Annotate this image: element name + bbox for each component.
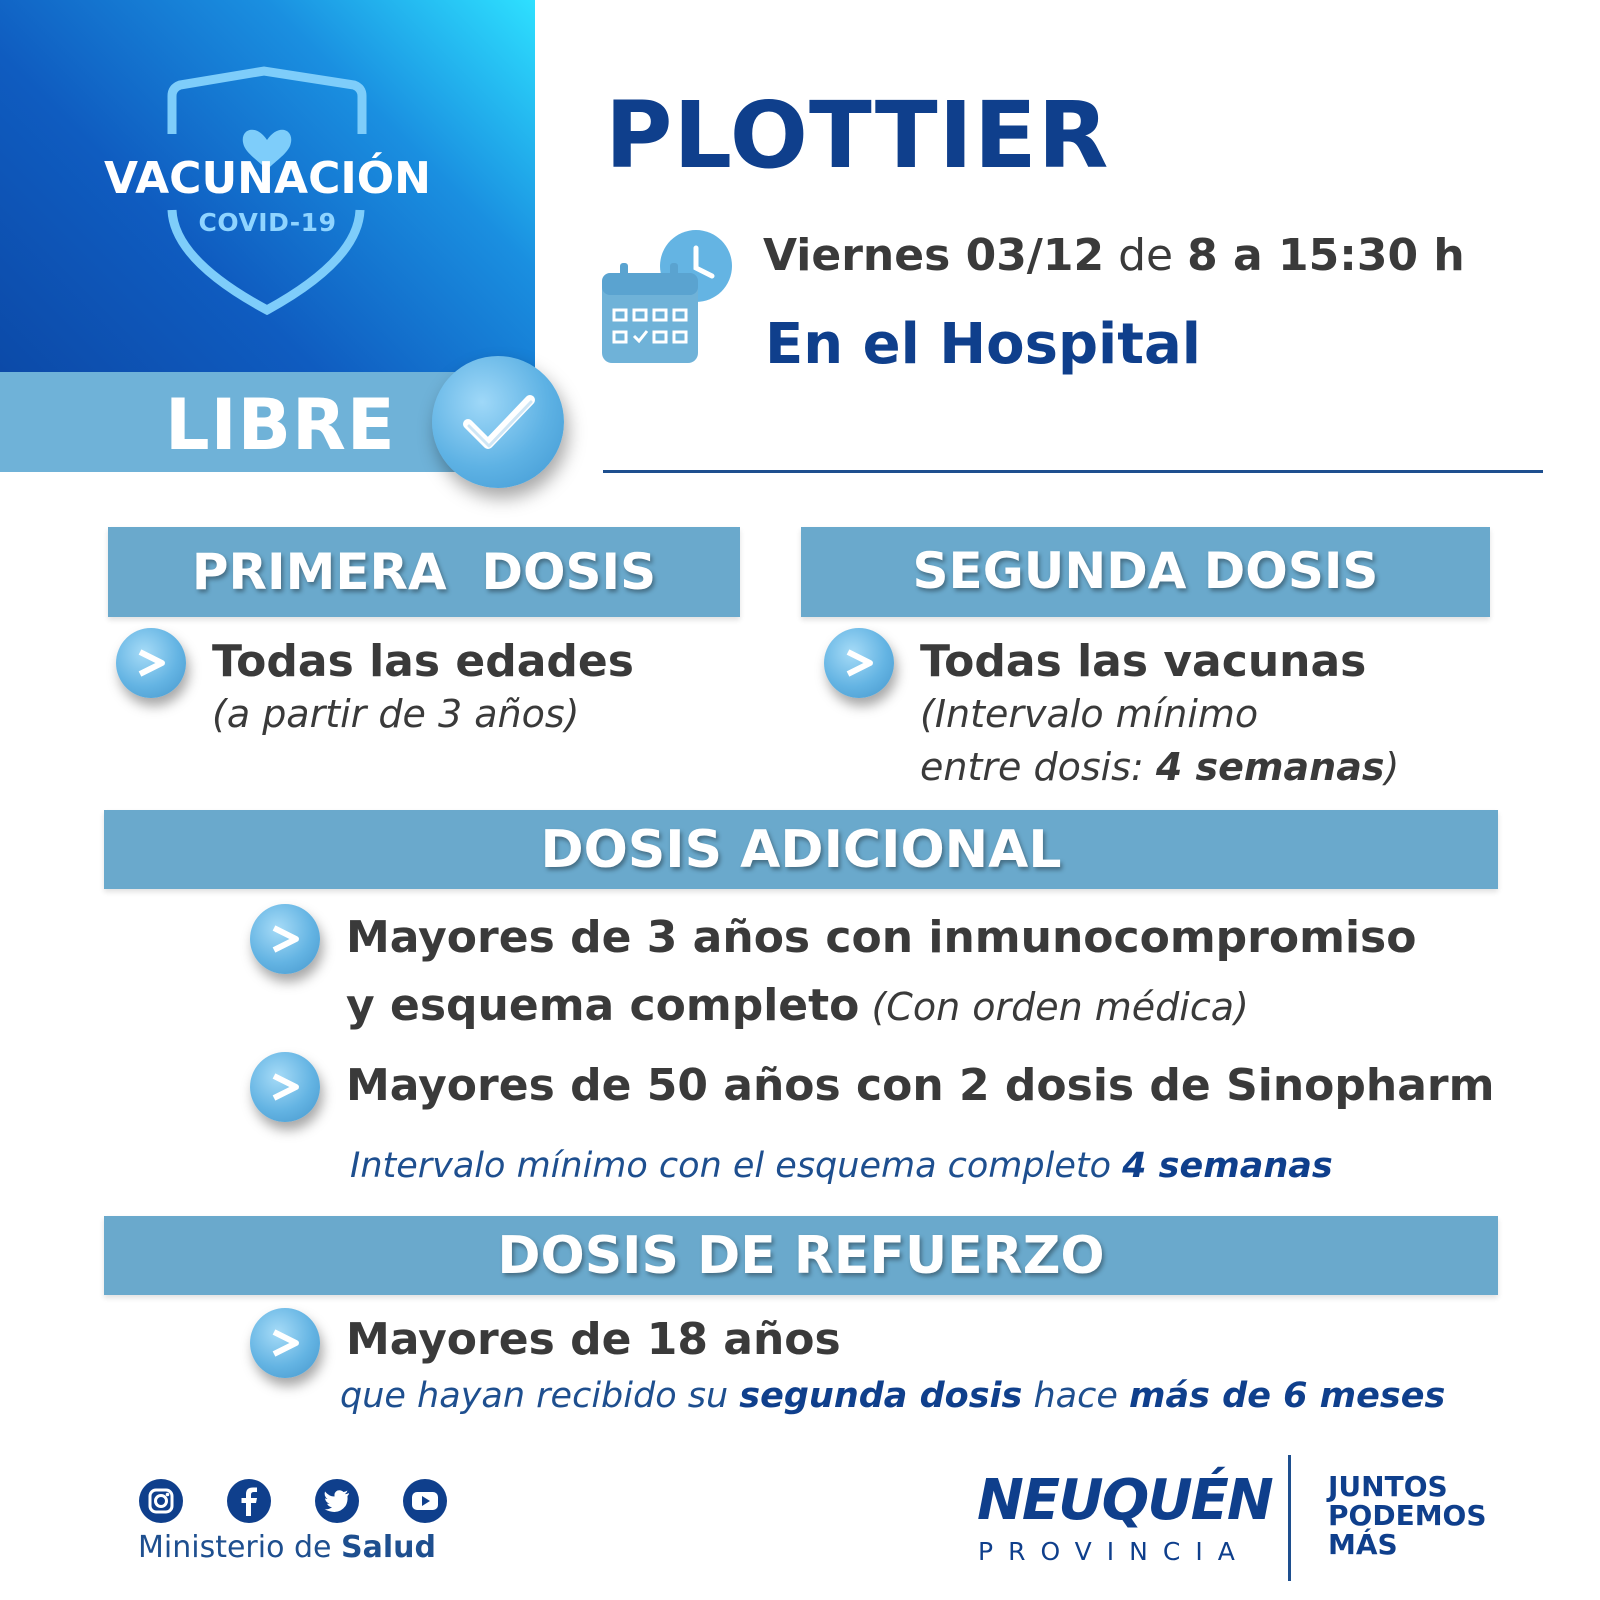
refuerzo-note-bold1: segunda dosis — [739, 1376, 1023, 1416]
twitter-icon[interactable] — [314, 1478, 360, 1524]
footer-divider — [1288, 1455, 1291, 1581]
chevron-right-icon — [268, 922, 302, 956]
chevron-right-icon — [268, 1326, 302, 1360]
refuerzo-note-part2: hace — [1022, 1376, 1130, 1416]
bullet — [250, 1052, 320, 1122]
date-hours: 8 a 15:30 h — [1187, 230, 1465, 281]
page-title: PLOTTIER — [605, 82, 1110, 189]
refuerzo-note-bold2: más de 6 meses — [1129, 1376, 1446, 1416]
adicional-interval-weeks: 4 semanas — [1122, 1146, 1333, 1186]
vaccination-badge — [0, 0, 535, 372]
bullet — [250, 904, 320, 974]
section-heading-adicional: DOSIS ADICIONAL — [104, 810, 1498, 889]
section-heading-segunda: SEGUNDA DOSIS — [801, 527, 1490, 617]
segunda-note-line2 — [920, 745, 1399, 789]
primera-item: Todas las edades — [212, 636, 634, 687]
adicional-item1-line1: Mayores de 3 años con inmunocompromiso — [346, 912, 1417, 963]
brand-subtitle: PROVINCIA — [978, 1537, 1250, 1566]
segunda-note-line1: (Intervalo mínimo — [920, 692, 1259, 736]
slogan-line2: PODEMOS — [1328, 1499, 1487, 1532]
chevron-right-icon — [268, 1070, 302, 1104]
brand-logo: NEUQUÉN — [977, 1468, 1272, 1533]
refuerzo-item: Mayores de 18 años — [346, 1314, 841, 1365]
slogan-line3: MÁS — [1328, 1528, 1398, 1561]
check-badge — [432, 356, 564, 488]
section-heading-primera: PRIMERA DOSIS — [108, 527, 740, 617]
facebook-icon[interactable] — [226, 1478, 272, 1524]
ministerio-label — [138, 1530, 436, 1565]
slogan — [1328, 1472, 1487, 1559]
adicional-item1-note: (Con orden médica) — [859, 985, 1249, 1029]
chevron-right-icon — [842, 646, 876, 680]
badge-title: VACUNACIÓN — [104, 153, 431, 204]
adicional-interval-prefix: Intervalo mínimo con el esquema completo — [350, 1146, 1123, 1186]
bullet — [116, 628, 186, 698]
badge-subtitle: COVID-19 — [198, 208, 337, 237]
youtube-icon[interactable] — [402, 1478, 448, 1524]
adicional-interval — [350, 1146, 1333, 1186]
segunda-note-prefix: entre dosis: — [920, 745, 1156, 789]
divider — [603, 470, 1543, 473]
segunda-item: Todas las vacunas — [920, 636, 1367, 687]
chevron-right-icon — [134, 646, 168, 680]
date-day: Viernes 03/12 — [763, 230, 1105, 281]
ministerio-bold: Salud — [341, 1530, 436, 1565]
date-time — [763, 230, 1465, 281]
primera-note: (a partir de 3 años) — [212, 692, 580, 736]
slogan-line1: JUNTOS — [1328, 1470, 1448, 1503]
location: En el Hospital — [765, 312, 1201, 377]
bullet — [250, 1308, 320, 1378]
adicional-item1-bold: y esquema completo — [346, 980, 860, 1031]
adicional-item1-line2 — [346, 980, 1249, 1031]
adicional-item2: Mayores de 50 años con 2 dosis de Sinopharm — [346, 1060, 1495, 1111]
bullet — [824, 628, 894, 698]
segunda-note-suffix: ) — [1384, 745, 1400, 789]
instagram-icon[interactable] — [138, 1478, 184, 1524]
status-label: LIBRE — [165, 384, 396, 466]
check-icon — [460, 390, 538, 454]
refuerzo-note — [340, 1376, 1445, 1416]
ministerio-prefix: Ministerio de — [138, 1530, 342, 1565]
refuerzo-note-part1: que hayan recibido su — [340, 1376, 740, 1416]
date-connector: de — [1104, 230, 1188, 281]
section-heading-refuerzo: DOSIS DE REFUERZO — [104, 1216, 1498, 1295]
calendar-clock-icon — [600, 228, 740, 368]
segunda-note-weeks: 4 semanas — [1155, 745, 1385, 789]
